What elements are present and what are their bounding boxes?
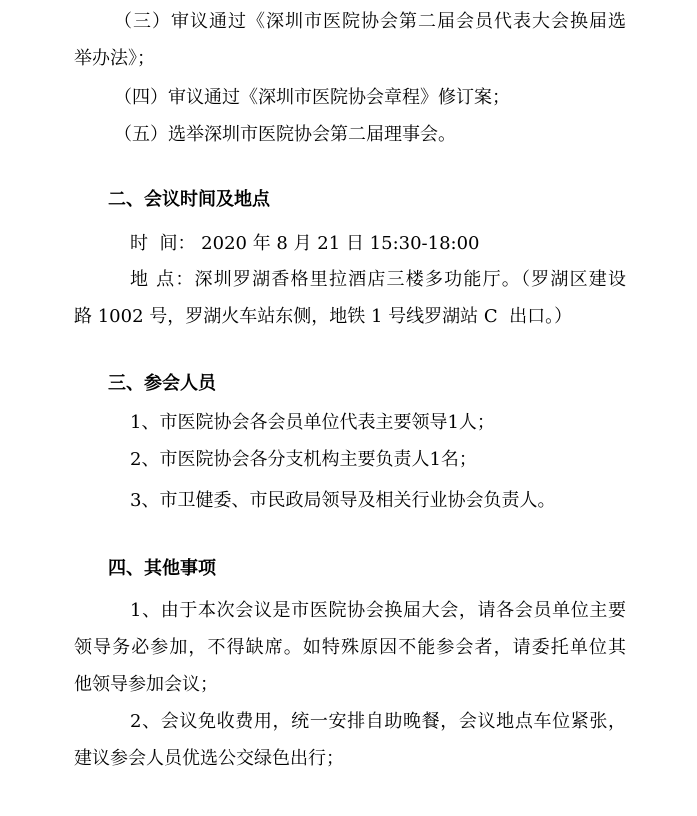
meeting-time: 时 间： 2020 年 8 月 21 日 15:30-18:00 <box>130 233 480 254</box>
attendee-item-3: 3、市卫健委、市民政局领导及相关行业协会负责人。 <box>130 490 556 511</box>
meeting-place-line1: 地 点：深圳罗湖香格里拉酒店三楼多功能厅。（罗湖区建设 <box>130 269 626 290</box>
other-item-2-line1: 2、会议免收费用，统一安排自助晚餐，会议地点车位紧张， <box>130 711 626 732</box>
section-heading-other: 四、其他事项 <box>108 558 216 579</box>
other-item-1-line3: 他领导参加会议； <box>74 674 218 695</box>
other-item-2-line2: 建议参会人员优选公交绿色出行； <box>74 748 344 769</box>
agenda-item-3-line2: 举办法》； <box>74 48 155 69</box>
section-heading-time-place: 二、会议时间及地点 <box>108 189 270 210</box>
agenda-item-5: （五）选举深圳市医院协会第二届理事会。 <box>114 124 456 145</box>
meeting-place-line2: 路 1002 号，罗湖火车站东侧，地铁 1 号线罗湖站 C 出口。） <box>74 306 573 327</box>
section-heading-attendees: 三、参会人员 <box>108 373 216 394</box>
attendee-item-1: 1、市医院协会各会员单位代表主要领导1人； <box>130 412 495 433</box>
attendee-item-2: 2、市医院协会各分支机构主要负责人1名； <box>130 449 477 470</box>
other-item-1-line2: 领导务必参加，不得缺席。如特殊原因不能参会者，请委托单位其 <box>74 637 626 658</box>
other-item-1-line1: 1、由于本次会议是市医院协会换届大会，请各会员单位主要 <box>130 600 626 621</box>
agenda-item-4: （四）审议通过《深圳市医院协会章程》修订案； <box>114 87 510 108</box>
agenda-item-3-line1: （三）审议通过《深圳市医院协会第二届会员代表大会换届选 <box>114 11 626 32</box>
